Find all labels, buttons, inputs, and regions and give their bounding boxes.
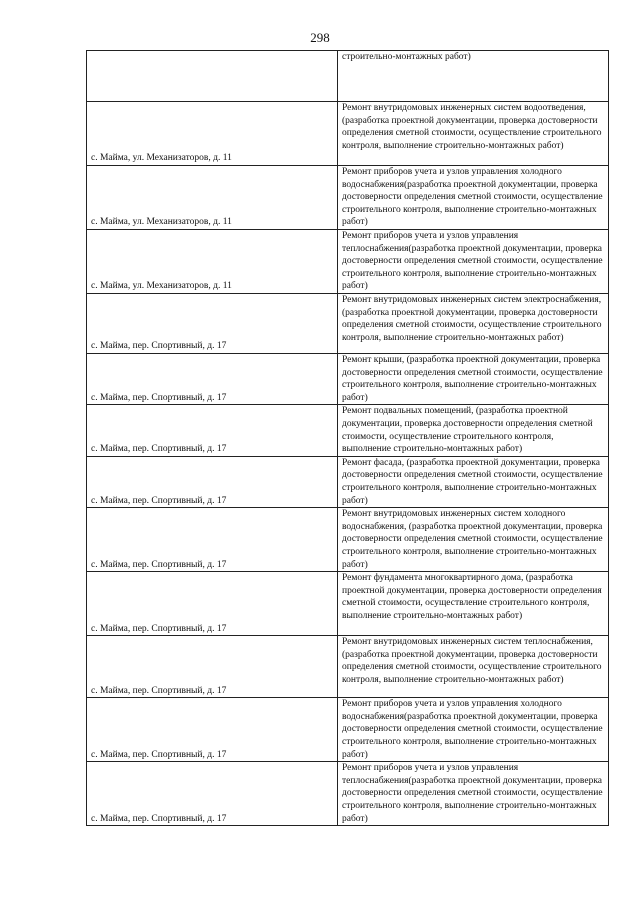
address-cell: с. Майма, ул. Механизаторов, д. 11 — [87, 166, 338, 230]
table-row — [87, 762, 609, 826]
table-row — [87, 508, 609, 572]
address-cell — [87, 51, 338, 102]
address-cell: с. Майма, пер. Спортивный, д. 17 — [87, 508, 338, 572]
table-row — [87, 230, 609, 294]
works-table — [86, 50, 609, 826]
table-row — [87, 636, 609, 698]
work-cell: Ремонт внутридомовых инженерных систем электроснабжения, (разработка проектной документации, проверка достоверности определения сметной стоимости, осуществление строительного контроля, выполнение строительно-монтажных работ) — [338, 294, 609, 354]
work-cell: Ремонт внутридомовых инженерных систем холодного водоснабжения, (разработка проектной документации, проверка достоверности определения сметной стоимости, осуществление строительного контроля, выполнение строительно-монтажных работ) — [338, 508, 609, 572]
address-cell: с. Майма, пер. Спортивный, д. 17 — [87, 456, 338, 507]
address-cell: с. Майма, ул. Механизаторов, д. 11 — [87, 230, 338, 294]
address-cell: с. Майма, пер. Спортивный, д. 17 — [87, 354, 338, 405]
address-cell: с. Майма, пер. Спортивный, д. 17 — [87, 405, 338, 456]
table-row — [87, 456, 609, 507]
work-cell: Ремонт приборов учета и узлов управления холодного водоснабжения(разработка проектной документации, проверка достоверности определения сметной стоимости, осуществление строительного контроля, выполнение строительно-монтажных работ) — [338, 166, 609, 230]
table-row — [87, 405, 609, 456]
work-cell: Ремонт фундамента многоквартирного дома, (разработка проектной документации, проверка достоверности определения сметной стоимости, осуществление строительного контроля, выполнение строительно-монтажных работ) — [338, 572, 609, 636]
address-cell: с. Майма, пер. Спортивный, д. 17 — [87, 294, 338, 354]
address-cell: с. Майма, ул. Механизаторов, д. 11 — [87, 102, 338, 166]
address-cell: с. Майма, пер. Спортивный, д. 17 — [87, 762, 338, 826]
table-row — [87, 166, 609, 230]
work-cell: Ремонт фасада, (разработка проектной документации, проверка достоверности определения сметной стоимости, осуществление строительного контроля, выполнение строительно-монтажных работ) — [338, 456, 609, 507]
address-cell: с. Майма, пер. Спортивный, д. 17 — [87, 636, 338, 698]
work-cell: Ремонт приборов учета и узлов управления теплоснабжения(разработка проектной документации, проверка достоверности определения сметной стоимости, осуществление строительного контроля, выполнение строительно-монтажных работ) — [338, 230, 609, 294]
work-cell: Ремонт крыши, (разработка проектной документации, проверка достоверности определения сметной стоимости, осуществление строительного контроля, выполнение строительно-монтажных работ) — [338, 354, 609, 405]
table-row — [87, 572, 609, 636]
address-cell: с. Майма, пер. Спортивный, д. 17 — [87, 572, 338, 636]
table-row — [87, 294, 609, 354]
work-cell: строительно-монтажных работ) — [338, 51, 609, 102]
page-number: 298 — [310, 30, 330, 45]
work-cell: Ремонт внутридомовых инженерных систем теплоснабжения, (разработка проектной документации, проверка достоверности определения сметной стоимости, осуществление строительного контроля, выполнение строительно-монтажных работ) — [338, 636, 609, 698]
work-cell: Ремонт подвальных помещений, (разработка проектной документации, проверка достоверности определения сметной стоимости, осуществление строительного контроля, выполнение строительно-монтажных работ) — [338, 405, 609, 456]
table-row — [87, 51, 609, 102]
work-cell: Ремонт приборов учета и узлов управления холодного водоснабжения(разработка проектной документации, проверка достоверности определения сметной стоимости, осуществление строительного контроля, выполнение строительно-монтажных работ) — [338, 698, 609, 762]
table-row — [87, 698, 609, 762]
address-cell: с. Майма, пер. Спортивный, д. 17 — [87, 698, 338, 762]
table-row — [87, 102, 609, 166]
work-cell: Ремонт внутридомовых инженерных систем водоотведения, (разработка проектной документации, проверка достоверности определения сметной стоимости, осуществление строительного контроля, выполнение строительно-монтажных работ) — [338, 102, 609, 166]
table-row — [87, 354, 609, 405]
work-cell: Ремонт приборов учета и узлов управления теплоснабжения(разработка проектной документации, проверка достоверности определения сметной стоимости, осуществление строительного контроля, выполнение строительно-монтажных работ) — [338, 762, 609, 826]
